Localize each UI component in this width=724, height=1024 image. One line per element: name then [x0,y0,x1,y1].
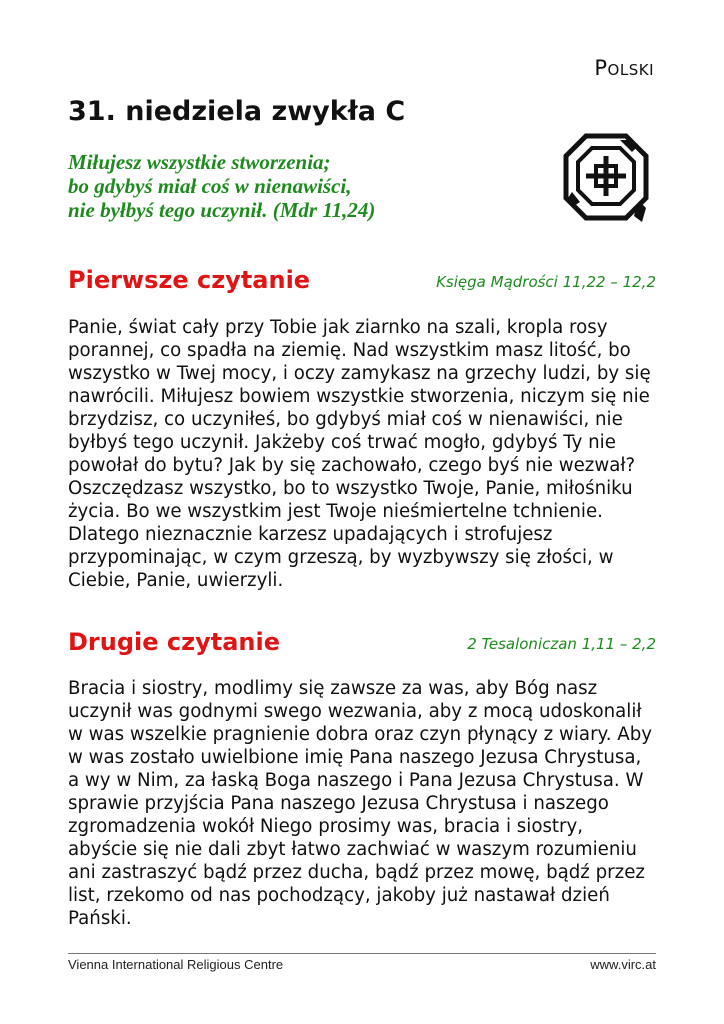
page-title: 31. niedziela zwykła C [68,96,406,127]
motto-line: bo gdybyś miał coś w nienawiści, [68,174,352,198]
footer-website: www.virc.at [590,957,656,972]
virc-cross-emblem-icon [562,132,650,224]
footer-divider [68,953,656,954]
footer-organization: Vienna International Religious Centre [68,957,284,972]
second-reading-header [68,624,656,656]
motto-line: nie byłbyś tego uczynił. (Mdr 11,24) [68,198,376,222]
second-reading-reference: 2 Tesaloniczan 1,11 – 2,2 [467,635,656,653]
first-reading-title: Pierwsze czytanie [68,266,311,294]
language-label: Polski [594,56,654,80]
first-reading-text: Panie, świat cały przy Tobie jak ziarnko na szali, kropla rosy porannej, co spadła na ziemię. Nad wszystkim masz litość, bo wszystko w Twej mocy, i oczy zamykasz na grzechy ludzi, by się nawrócili. Miłujesz bowiem wszystkie stworzenia, niczym się nie brzydzisz, co uczyniłeś, bo gdybyś miał coś w nienawiści, nie byłbyś tego uczynił. Jakżeby coś trwać mogło, gdybyś Ty nie powołał do bytu? Jak by się zachowało, czego byś nie wezwał? Oszczędzasz wszystko, bo to wszystko Twoje, Panie, miłośniku życia. Bo we wszystkim jest Twoje nieśmiertelne tchnienie. Dlatego nieznacznie karzesz upadających i strofujesz przypominając, w czym grzeszą, by wyzbywszy się złości, w Ciebie, Panie, uwierzyli. [68,317,651,591]
motto-quote [68,150,375,222]
first-reading-header [68,262,656,294]
second-reading-text: Bracia i siostry, modlimy się zawsze za was, aby Bóg nasz uczynił was godnymi swego wezwania, aby z mocą udoskonalił w was wszelkie pragnienie dobra oraz czyn płynący z wiary. Aby w was zostało uwielbione imię Pana naszego Jezusa Chrystusa, a wy w Nim, za łaską Boga naszego i Pana Jezusa Chrystusa. W sprawie przyjścia Pana naszego Jezusa Chrystusa i naszego zgromadzenia wokół Niego prosimy was, bracia i siostry, abyście się nie dali zbyt łatwo zachwiać w waszym rozumieniu ani zastraszyć bądź przez ducha, bądź przez mowę, bądź przez list, rzekomo od nas pochodzący, jakoby już nastawał dzień Pański. [68,678,653,929]
motto-line: Miłujesz wszystkie stworzenia; [68,150,331,174]
first-reading-reference: Księga Mądrości 11,22 – 12,2 [436,273,656,291]
second-reading-title: Drugie czytanie [68,628,280,656]
